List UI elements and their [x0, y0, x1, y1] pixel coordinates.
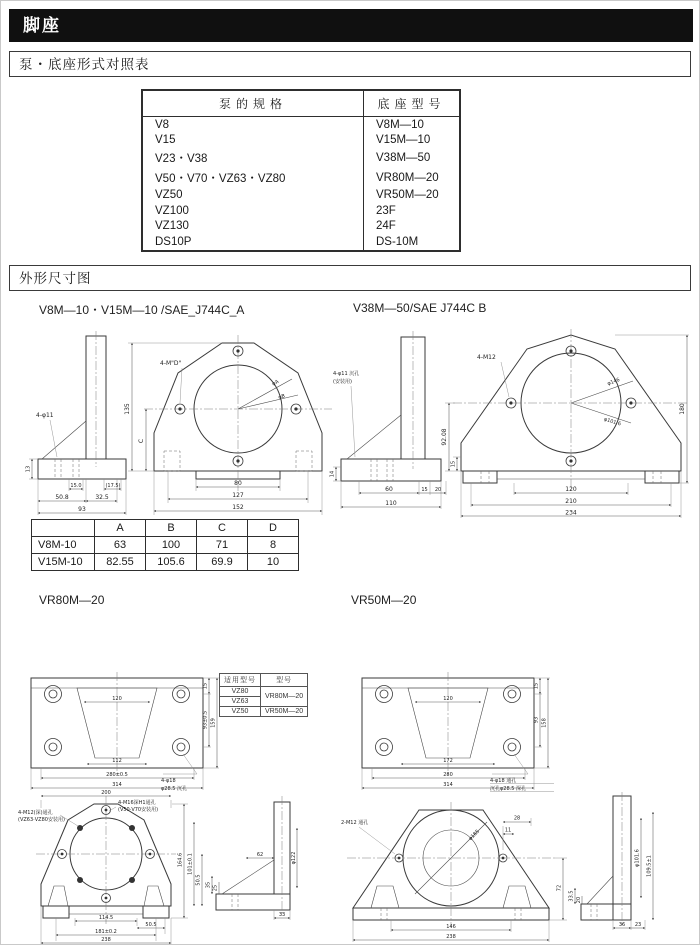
callout-label: 4-φ18 通孔 — [490, 778, 517, 784]
dim-label: 33.5 — [568, 890, 575, 902]
dim-label: φ122 — [291, 851, 297, 865]
drawing-vr80m-top — [13, 664, 225, 794]
dim-label: 314 — [112, 782, 122, 788]
dim-label: 152 — [232, 504, 244, 511]
dim-label: 280 — [443, 772, 453, 778]
dim-label: φ101.6 — [602, 416, 622, 428]
dim-label: 110 — [385, 500, 397, 507]
table-row — [220, 707, 308, 717]
section-header-dimensions: 外形尺寸图 — [9, 265, 691, 291]
dim-label: 120 — [112, 696, 122, 702]
dim-label: 127 — [232, 492, 244, 499]
value-cell: 63 — [95, 537, 146, 554]
table-header-row — [142, 90, 460, 117]
table-row — [142, 168, 460, 188]
dim-label: 280±0.5 — [106, 772, 128, 778]
drawing-vr80m-front — [16, 788, 311, 945]
v38m-front-view — [441, 329, 689, 518]
dim-label: 15 — [450, 460, 457, 468]
value-cell: 71 — [197, 537, 248, 554]
drawing-label-vr50m: VR50M—20 — [351, 593, 417, 607]
table-row — [142, 187, 460, 203]
callout-label: 4-M16深H1通孔 — [118, 800, 156, 806]
drawing-v8m — [26, 321, 336, 519]
model-header: 型号 — [261, 674, 308, 687]
dim-label: 15 — [202, 682, 209, 690]
pump-spec-cell: V50・V70・VZ63・VZ80 — [142, 168, 364, 188]
drawing-label-vr80m: VR80M—20 — [39, 593, 105, 607]
dim-label: φ101.6 — [634, 849, 641, 867]
pump-spec-cell: V8 — [142, 117, 364, 133]
callout-label: 4-M12 — [477, 354, 496, 361]
dim-label: 238 — [446, 934, 456, 940]
table-header-row — [32, 520, 299, 537]
dim-label: 238 — [101, 937, 111, 943]
pump-spec-cell: VZ100 — [142, 203, 364, 219]
dim-label: 15 — [533, 682, 540, 690]
pump-spec-header: 泵的规格 — [142, 90, 364, 117]
pump-cell: VZ63 — [220, 697, 261, 707]
table-row — [142, 117, 460, 133]
callout-label: (V50·V70安装用) — [118, 807, 159, 813]
table-row — [142, 133, 460, 149]
dim-label: 180 — [679, 403, 686, 415]
dim-label: 314 — [443, 782, 453, 788]
pump-spec-cell: VZ50 — [142, 187, 364, 203]
v8m-side-view — [26, 331, 127, 515]
pump-base-table — [141, 89, 461, 252]
applicable-header: 适用型号 — [220, 674, 261, 687]
dim-label: 11 — [504, 827, 512, 834]
pump-spec-cell: V23・V38 — [142, 148, 364, 168]
base-cell: VR80M—20 — [261, 687, 308, 707]
callout-label: (VZ63·VZ80安装用) — [18, 817, 65, 823]
dim-label: 164.6 — [177, 852, 184, 868]
dim-label: 93 — [78, 506, 86, 513]
col-header: B — [146, 520, 197, 537]
vr50m-side-view — [569, 792, 654, 930]
dim-label: 200 — [101, 790, 111, 796]
pump-spec-cell: V15 — [142, 133, 364, 149]
vr80m-side-view — [206, 796, 298, 920]
dim-label: 146 — [446, 924, 456, 930]
dim-label: 92.08 — [441, 428, 448, 446]
dim-label: 135 — [124, 403, 131, 415]
callout-label: 4-φ11 — [36, 412, 54, 419]
dim-label: 36 — [618, 922, 626, 928]
dim-label: 60 — [385, 486, 393, 493]
dim-label: 93±0.5 — [202, 710, 209, 730]
table-row — [32, 537, 299, 554]
base-model-header: 底座型号 — [364, 90, 461, 117]
col-header: C — [197, 520, 248, 537]
vr50m-front-view — [341, 802, 567, 942]
dim-label: 25 — [212, 884, 219, 892]
dim-label: φB — [277, 393, 286, 401]
dim-label: 20 — [434, 487, 442, 493]
model-cell: V15M-10 — [32, 554, 95, 571]
col-header: D — [248, 520, 299, 537]
value-cell: 100 — [146, 537, 197, 554]
pump-spec-cell: DS10P — [142, 234, 364, 251]
dim-label: 13 — [25, 465, 32, 473]
dim-label: 159 — [210, 718, 217, 728]
base-model-cell: VR50M—20 — [376, 189, 439, 202]
dim-label: 181±0.2 — [95, 929, 117, 935]
dim-label: 28 — [513, 815, 521, 822]
callout-label: 沉孔φ28.5 深孔 — [490, 786, 527, 792]
table-row — [142, 203, 460, 219]
dim-label: φ146 — [606, 377, 621, 388]
drawing-vr50m-top — [344, 664, 559, 794]
callout-label: 4-M"D" — [160, 360, 182, 367]
dim-label: 35 — [205, 881, 212, 889]
dim-label: 15.0 — [70, 483, 82, 489]
table-row — [142, 148, 460, 168]
table-row — [142, 234, 460, 251]
drawing-label-v38m: V38M—50/SAE J744C B — [353, 301, 487, 315]
dim-label: φ185 — [467, 828, 481, 842]
abcd-dimension-table — [31, 519, 299, 571]
callout-label: φ28.5 沉孔 — [161, 786, 188, 792]
dim-label: C — [138, 438, 145, 444]
drawing-v38m — [331, 319, 691, 519]
callout-label: 2-M12 通孔 — [341, 820, 369, 826]
value-cell: 10 — [248, 554, 299, 571]
applicable-model-table — [219, 673, 308, 717]
dim-label: 50.5 — [145, 922, 157, 928]
pump-cell: VZ80 — [220, 687, 261, 697]
callout-label: 4-M12(深)通孔 — [18, 810, 53, 816]
table-row — [142, 219, 460, 235]
dim-label: 120 — [565, 486, 577, 493]
v38m-side-view — [330, 331, 447, 509]
dim-label: 210 — [565, 498, 577, 505]
dim-label: 62 — [256, 852, 264, 858]
value-cell: 69.9 — [197, 554, 248, 571]
base-model-cell: 23F — [376, 204, 396, 217]
vr80m-front-view — [18, 790, 202, 945]
dim-label: 32.5 — [95, 494, 109, 501]
dim-label: 114.5 — [98, 915, 114, 921]
dim-label: 93 — [533, 716, 540, 724]
base-model-cell: V8M—10 — [376, 118, 424, 131]
base-model-cell: 24F — [376, 220, 396, 233]
base-model-cell: V15M—10 — [376, 134, 431, 147]
dim-label: 50.5 — [195, 874, 202, 886]
table-header-row — [220, 674, 308, 687]
value-cell: 82.55 — [95, 554, 146, 571]
corner-cell — [32, 520, 95, 537]
table-row — [220, 687, 308, 697]
dim-label: 158 — [541, 718, 548, 728]
dim-label: 172 — [443, 758, 453, 764]
dim-label: 72 — [556, 884, 563, 892]
callout-label: 4-φ18 — [161, 778, 176, 784]
dim-label: 50.8 — [55, 494, 69, 501]
value-cell: 105.6 — [146, 554, 197, 571]
dim-label: 15 — [421, 487, 428, 493]
dim-label: 23 — [634, 922, 642, 928]
base-cell: VR50M—20 — [261, 707, 308, 717]
base-model-cell: V38M—50 — [376, 151, 431, 164]
table-row — [32, 554, 299, 571]
pump-cell: VZ50 — [220, 707, 261, 717]
dim-label: 80 — [234, 480, 242, 487]
dim-label: 101±0.1 — [187, 853, 194, 875]
dim-label: 14 — [329, 470, 336, 478]
dim-label: 33 — [278, 912, 286, 918]
v8m-front-view — [124, 335, 332, 515]
dim-label: 112 — [112, 758, 122, 764]
dim-label: 109.5±1 — [646, 855, 653, 877]
page-title: 脚座 — [9, 9, 693, 42]
model-cell: V8M-10 — [32, 537, 95, 554]
callout-label: (安装用) — [333, 379, 352, 385]
value-cell: 8 — [248, 537, 299, 554]
dim-label: 234 — [565, 509, 577, 517]
base-model-cell: DS-10M — [376, 235, 419, 248]
section-header-compare-table: 泵・底座形式对照表 — [9, 51, 691, 77]
drawing-label-v8m: V8M—10・V15M—10 /SAE_J744C_A — [39, 303, 245, 317]
pump-spec-cell: VZ130 — [142, 219, 364, 235]
dim-label: 120 — [443, 696, 453, 702]
callout-label: 4-φ11 沉孔 — [333, 371, 360, 377]
drawing-vr50m-front — [341, 788, 671, 945]
dim-label: 20 — [576, 896, 582, 904]
dim-label: φA — [271, 378, 280, 388]
base-model-cell: VR80M—20 — [376, 171, 439, 184]
dim-label: (17.5) — [105, 483, 121, 489]
col-header: A — [95, 520, 146, 537]
